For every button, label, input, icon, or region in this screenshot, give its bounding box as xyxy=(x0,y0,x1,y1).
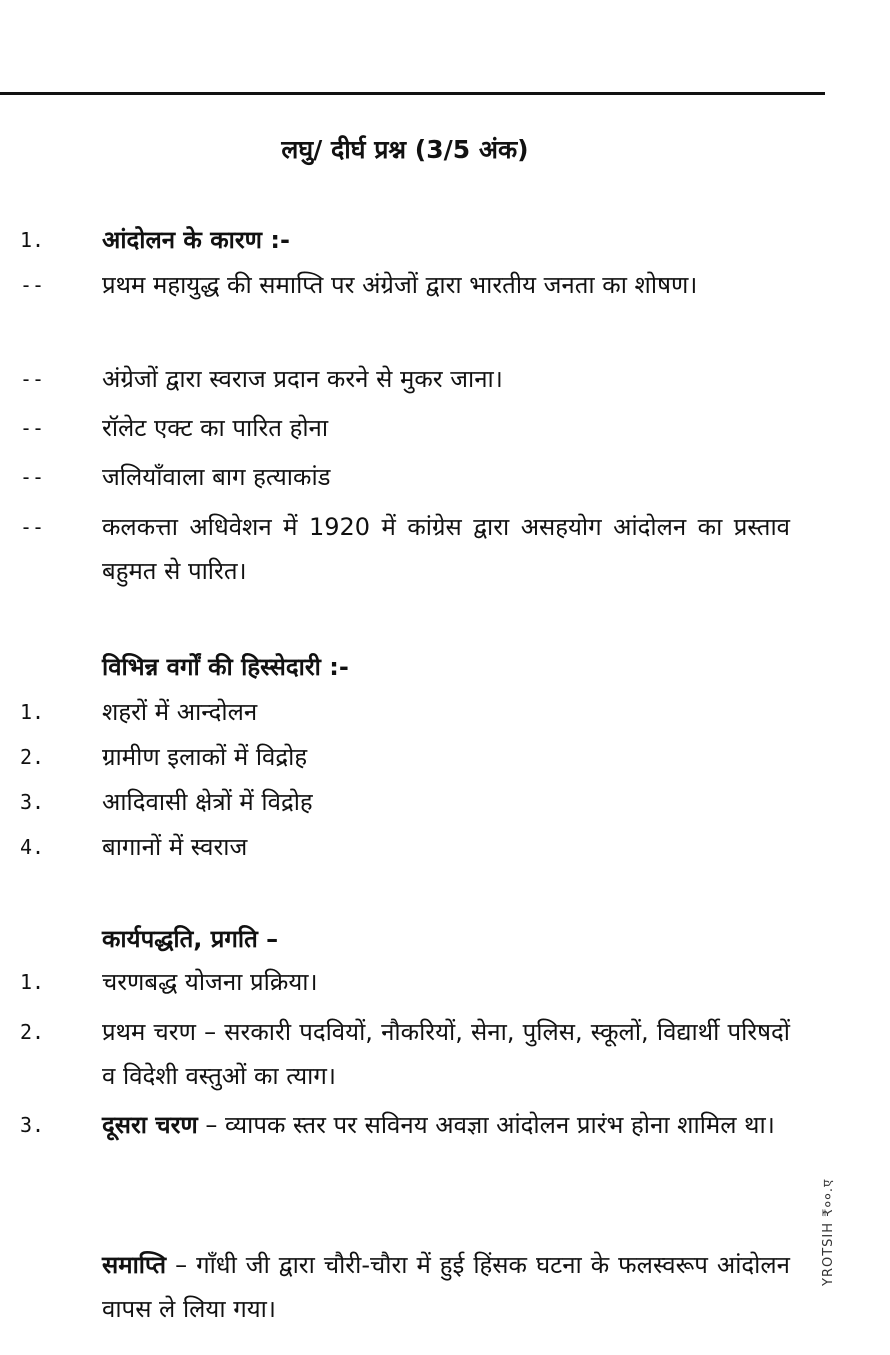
list-marker: 3. xyxy=(20,1113,45,1137)
list-item-text: कलकत्ता अधिवेशन में 1920 में कांग्रेस द्वारा असहयोग आंदोलन का प्रस्ताव बहुमत से पारित। xyxy=(102,513,790,585)
list-marker: -- xyxy=(20,273,45,297)
list-marker: -- xyxy=(20,465,45,489)
list-item-text: प्रथम चरण – सरकारी पदवियों, नौकरियों, सेना, पुलिस, स्कूलों, विद्यार्थी परिषदों व विदेशी वस्तुओं का त्याग। xyxy=(102,1018,790,1090)
list-marker: -- xyxy=(20,416,45,440)
conclusion-text: – गाँधी जी द्वारा चौरी-चौरा में हुई हिंसक घटना के फलस्वरूप आंदोलन वापस ले लिया गया। xyxy=(102,1251,790,1323)
list-item-text: जलियाँवाला बाग हत्याकांड xyxy=(102,463,331,491)
list-marker: 1. xyxy=(20,700,45,724)
section1-heading: आंदोलन के कारण :- xyxy=(102,226,290,254)
list-item-rest: – व्यापक स्तर पर सविनय अवज्ञा आंदोलन प्रारंभ होना शामिल था। xyxy=(197,1111,775,1139)
list-marker: 2. xyxy=(20,1020,45,1044)
list-item-text xyxy=(102,1103,790,1147)
list-item-text: प्रथम महायुद्ध की समाप्ति पर अंग्रेजों द्वारा भारतीय जनता का शोषण। xyxy=(102,271,698,299)
list-item-text: शहरों में आन्दोलन xyxy=(102,698,258,726)
list-item-text: आदिवासी क्षेत्रों में विद्रोह xyxy=(102,788,313,816)
conclusion-label: समाप्ति xyxy=(102,1251,167,1279)
margin-stamp: YROTSIH ₹००.ए xyxy=(821,1178,836,1286)
page-title: लघु/ दीर्घ प्रश्न (3/5 अंक) xyxy=(281,135,529,164)
list-marker: 4. xyxy=(20,835,45,859)
list-item-text: ग्रामीण इलाकों में विद्रोह xyxy=(102,743,308,771)
list-marker: -- xyxy=(20,515,45,539)
list-marker: 3. xyxy=(20,790,45,814)
list-item-text: बागानों में स्वराज xyxy=(102,833,248,861)
list-item-bold: दूसरा चरण xyxy=(102,1111,198,1139)
list-item-text: अंग्रेजों द्वारा स्वराज प्रदान करने से मुकर जाना। xyxy=(102,365,503,393)
list-item-text: चरणबद्ध योजना प्रक्रिया। xyxy=(102,968,318,996)
section1-number: 1. xyxy=(20,228,45,252)
list-marker: -- xyxy=(20,367,45,391)
section2-heading: विभिन्न वर्गों की हिस्सेदारी :- xyxy=(102,653,349,681)
section3-heading: कार्यपद्धति, प्रगति – xyxy=(102,925,279,953)
list-marker: 1. xyxy=(20,970,45,994)
top-rule xyxy=(0,92,825,95)
list-marker: 2. xyxy=(20,745,45,769)
list-item-text: रॉलेट एक्ट का पारित होना xyxy=(102,414,329,442)
